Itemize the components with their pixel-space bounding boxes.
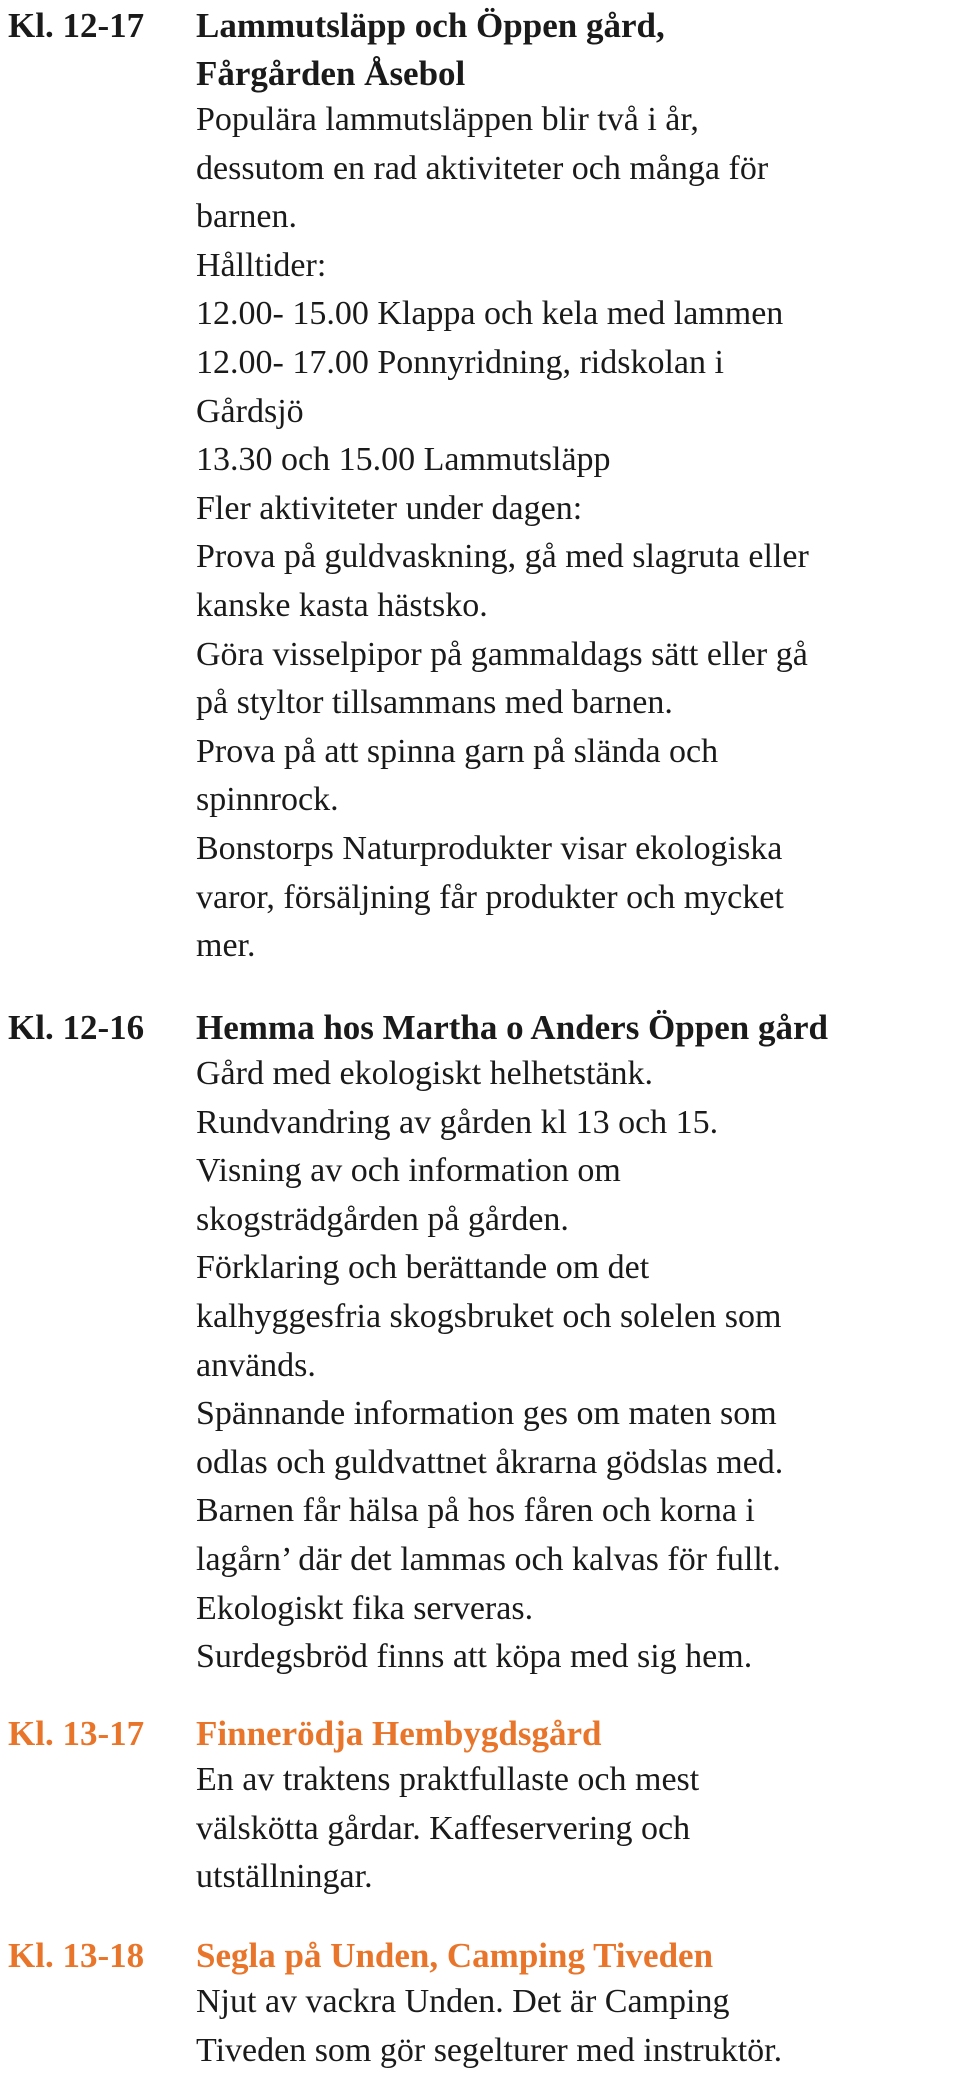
description-line: Visning av och information om [196,1152,621,1190]
event-title [196,1004,956,1052]
event-title-line: Fårgården Åsebol [196,54,466,93]
event-title [196,1932,956,1980]
description-line: Populära lammutsläppen blir två i år, [196,101,699,138]
event-time: Kl. 13-17 [8,1714,145,1753]
description-line: lagårn’ där det lammas och kalvas för fullt. [196,1540,781,1578]
event-description [196,1756,956,1902]
event-title-line: Finnerödja Hembygdsgård [196,1714,602,1753]
description-line: på styltor tillsammans med barnen. [196,684,673,722]
description-line: Prova på guldvaskning, gå med slagruta eller [196,538,809,576]
description-line: Ekologiskt fika serveras. [196,1589,534,1627]
event-description [196,1978,956,2075]
description-line: 13.30 och 15.00 Lammutsläpp [196,441,611,479]
description-line: 12.00- 17.00 Ponnyridning, ridskolan i [196,343,724,381]
description-line: barnen. [196,198,298,236]
description-line: Spännande information ges om maten som [196,1395,777,1433]
description-line: 12.00- 15.00 Klappa och kela med lammen [196,295,784,333]
event-title [196,1710,956,1758]
description-line: dessutom en rad aktiviteter och många för [196,149,769,187]
description-line: Fler aktiviteter under dagen: [196,489,583,527]
description-line: Förklaring och berättande om det [196,1249,650,1287]
description-line: Prova på att spinna garn på slända och [196,732,719,770]
event-title-line: Hemma hos Martha o Anders Öppen gård [196,1008,828,1047]
event-time: Kl. 12-17 [8,6,145,45]
description-line: En av traktens praktfullaste och mest [196,1761,700,1798]
description-line: varor, försäljning får produkter och mycket [196,878,784,916]
description-line: Surdegsbröd finns att köpa med sig hem. [196,1638,753,1676]
description-line: utställningar. [196,1858,373,1896]
description-line: spinnrock. [196,781,339,819]
event-description [196,96,956,971]
description-line: Bonstorps Naturprodukter visar ekologiska [196,829,783,867]
description-line: Rundvandring av gården kl 13 och 15. [196,1103,719,1141]
event-title-line: Segla på Unden, Camping Tiveden [196,1936,714,1975]
description-line: kanske kasta hästsko. [196,586,488,624]
description-line: Barnen får hälsa på hos fåren och korna i [196,1492,755,1530]
event-time: Kl. 12-16 [8,1008,145,1047]
description-line: Hålltider: [196,246,327,284]
event-description [196,1050,956,1682]
description-line: mer. [196,927,256,965]
description-line: Tiveden som gör segelturer med instruktör. [196,2031,783,2069]
description-line: Göra visselpipor på gammaldags sätt eller gå [196,635,808,673]
event-time: Kl. 13-18 [8,1936,145,1975]
description-line: kalhyggesfria skogsbruket och solelen som [196,1297,782,1335]
description-line: används. [196,1346,316,1384]
description-line: Gård med ekologiskt helhetstänk. [196,1055,654,1092]
description-line: odlas och guldvattnet åkrarna gödslas med. [196,1443,784,1481]
description-line: välskötta gårdar. Kaffeservering och [196,1809,691,1847]
description-line: Njut av vackra Unden. Det är Camping [196,1983,730,2020]
description-line: Gårdsjö [196,392,304,430]
event-title-line: Lammutsläpp och Öppen gård, [196,6,665,45]
event-title [196,2,956,98]
description-line: skogsträdgården på gården. [196,1200,569,1238]
